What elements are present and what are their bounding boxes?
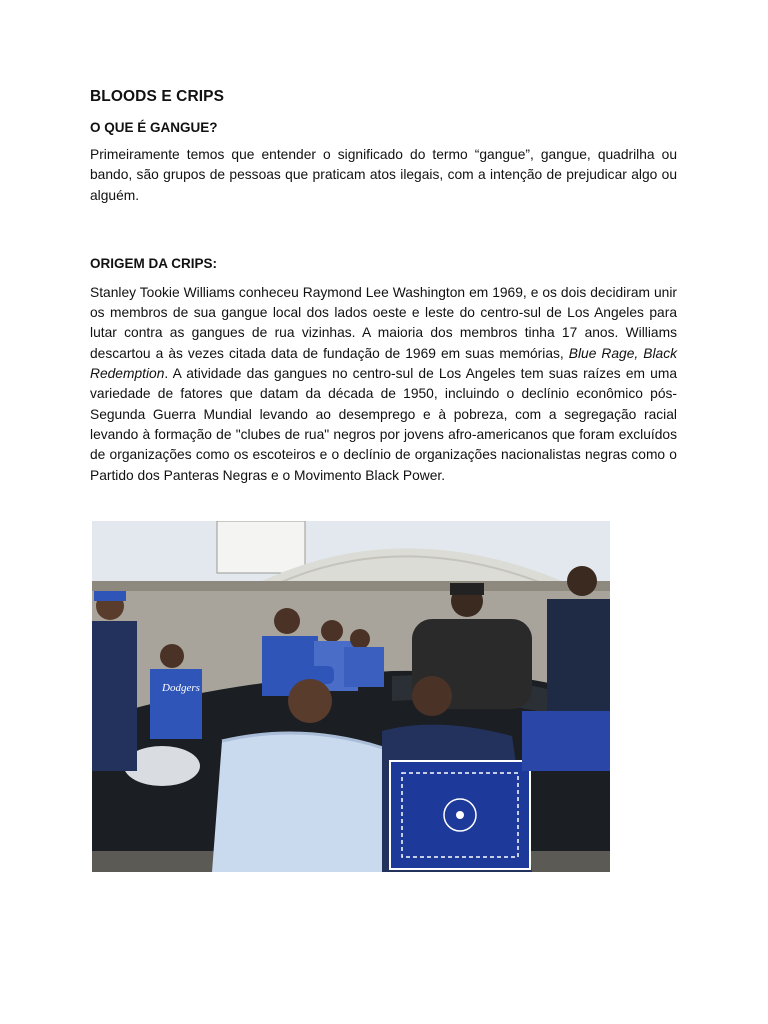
section-heading-what-is-gang: O QUE É GANGUE? — [90, 120, 218, 135]
photo-sign-board — [217, 521, 305, 573]
photo-jersey-text: Dodgers — [162, 682, 200, 694]
paragraph-text-part-1: Stanley Tookie Williams conheceu Raymond Lee Washington em 1969, e os dois decidiram unir os membros de sua gangue local dos lados oeste e leste do centro-sul de Los Angeles para lutar contra as gangues de rua vizinhas. A maioria dos membros tinha 17 anos. Williams descartou a às vezes citada data de fundação de 1969 em suas memórias, — [90, 284, 677, 361]
paragraph-text-part-2: . A atividade das gangues no centro-sul de Los Angeles tem suas raízes em uma variedade de fatores que datam da década de 1950, incluindo o declínio econômico pós-Segunda Guerra Mundial levando ao desemprego e à pobreza, com a segregação racial levando à formação de "clubes de rua" negros por jovens afro-americanos que foram excluídos de organizações como os escoteiros e o declínio de organizações nacionalistas negras como o Partido dos Panteras Negras e o Movimento Black Power. — [90, 366, 677, 483]
photo-bandana-right — [522, 711, 610, 771]
photo-bandana — [390, 761, 530, 869]
document-title: BLOODS E CRIPS — [90, 88, 225, 105]
document-page — [90, 88, 677, 486]
section-heading-crips-origin: ORIGEM DA CRIPS: — [90, 255, 218, 271]
paragraph-gang-definition: Primeiramente temos que entender o significado do termo “gangue”, gangue, quadrilha ou bando, são grupos de pessoas que praticam atos ilegais, com a intenção de prejudicar algo ou alguém. — [90, 147, 677, 203]
paragraph-crips-origin — [90, 283, 677, 486]
group-photo — [92, 521, 610, 872]
book-title-italic: Blue Rage, Black Redemption — [90, 345, 677, 382]
group-photo-illustration — [92, 521, 610, 872]
photo-wall-top — [92, 581, 610, 591]
